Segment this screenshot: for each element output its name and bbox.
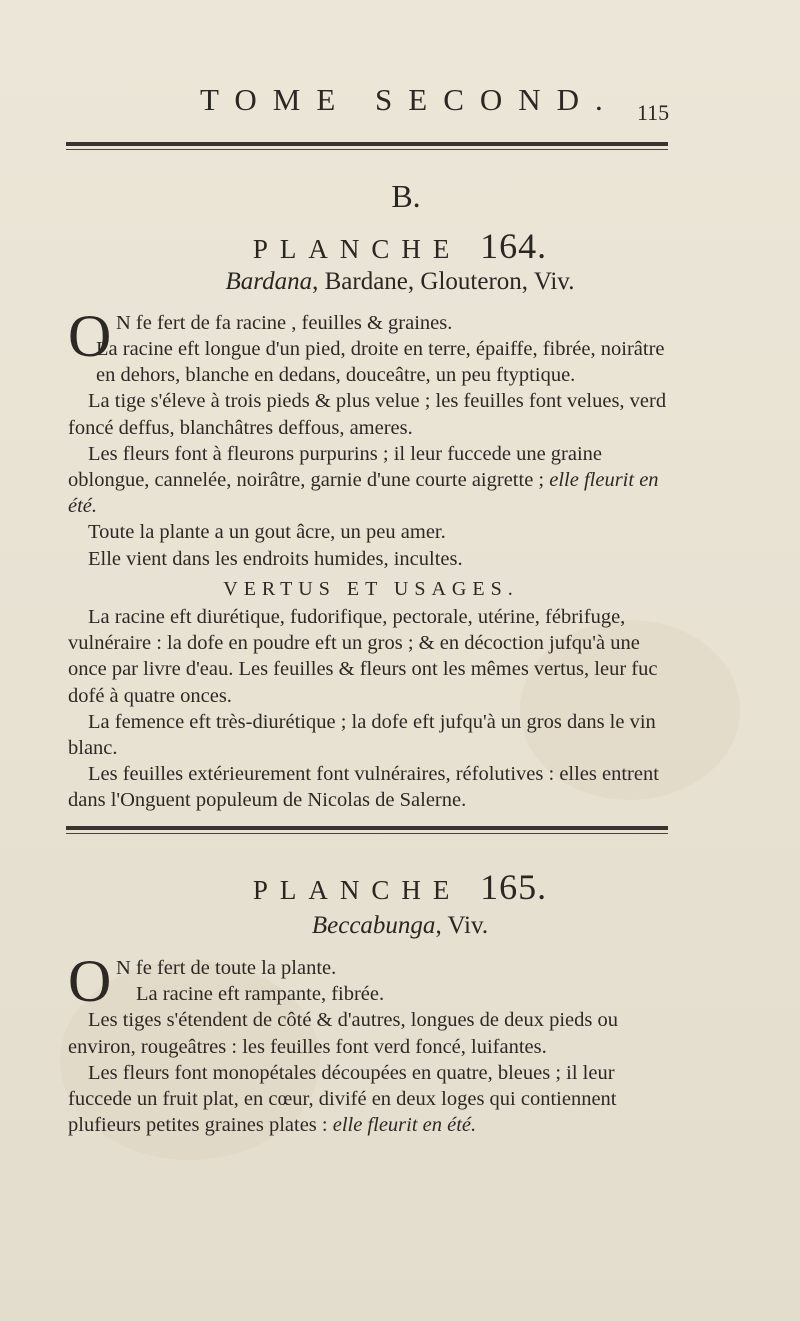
uses-paragraph: La racine eft diurétique, fudorifique, pectorale, utérine, fébrifuge, vulnéraire : la dofe en poudre eft un gros ; & en décoction jufqu'à une once par livre d'eau. Les feuilles & fleurs ont les mêmes vertus, leur fuc dofé à quatre onces. [68, 606, 658, 707]
running-title: TOME SECOND. [200, 82, 619, 117]
flower-paragraph [68, 1060, 674, 1139]
plate-word: PLANCHE [252, 875, 462, 905]
species-latin: Bardana [225, 268, 313, 295]
running-head [0, 82, 800, 125]
drop-cap: O [68, 303, 112, 369]
intro-line: La racine eft rampante, fibrée. [136, 983, 385, 1006]
uses-paragraph: Les feuilles extérieurement font vulnéraires, réfolutives : elles entrent dans l'Onguent populeum de Nicolas de Salerne. [68, 763, 659, 812]
paragraph: Elle vient dans les endroits humides, incultes. [88, 547, 463, 570]
paragraph: Les tiges s'étendent de côté & d'autres, longues de deux pieds ou environ, rougeâtres : les feuilles font verd foncé, luifantes. [68, 1009, 618, 1058]
page-number: 115 [637, 100, 670, 125]
paragraph: La racine eft longue d'un pied, droite en terre, épaiffe, fibrée, noirâtre en dehors, blanche en dedans, douceâtre, un peu ftyptique. [96, 338, 665, 387]
flower-text: Les fleurs font à fleurons purpurins ; il leur fuccede une graine oblongue, cannelée, noirâtre, garnie d'une courte aigrette ; [68, 442, 603, 492]
intro-line: N fe fert de toute la plante. [116, 957, 337, 979]
intro-line: N fe fert de fa racine , feuilles & graines. [116, 312, 453, 334]
species-names: , Bardane, Glouteron, Viv. [312, 268, 575, 295]
uses-paragraph: La femence eft très-diurétique ; la dofe eft jufqu'à un gros dans le vin blanc. [68, 710, 656, 760]
plate-165-species [0, 912, 800, 940]
signature-mark: B. [391, 178, 421, 214]
plate-word: PLANCHE [252, 234, 462, 264]
plate-165-title [0, 866, 800, 908]
plate-number: 164. [480, 226, 548, 266]
drop-cap: O [68, 948, 112, 1014]
plate-165-text [68, 948, 674, 1138]
flowering-note: elle fleurit en été. [332, 1114, 477, 1137]
paragraph: La tige s'éleve à trois pieds & plus velue ; les feuilles font velues, verd foncé deffus, blanchâtres deffous, ameres. [68, 390, 667, 439]
uses-subheading: VERTUS ET USAGES. [223, 577, 519, 600]
flower-paragraph [68, 441, 674, 520]
intro-paragraph [68, 948, 674, 1014]
plate-164-title [0, 225, 800, 267]
paragraph: Toute la plante a un gout âcre, un peu amer. [88, 521, 446, 544]
flower-text: Les fleurs font monopétales découpées en quatre, bleues ; il leur fuccede un fruit plat, en cœur, divifé en deux loges qui contiennent plufieurs petites graines plates : [68, 1061, 617, 1137]
plate-number: 165. [480, 867, 548, 907]
section-rule [66, 826, 668, 834]
species-latin: Beccabunga [311, 912, 436, 939]
header-rule [66, 142, 668, 150]
flowering-note: elle fleurit en été. [68, 469, 659, 518]
plate-164-species [0, 268, 800, 296]
plate-164-text [68, 303, 674, 814]
species-names: , Viv. [435, 912, 489, 939]
